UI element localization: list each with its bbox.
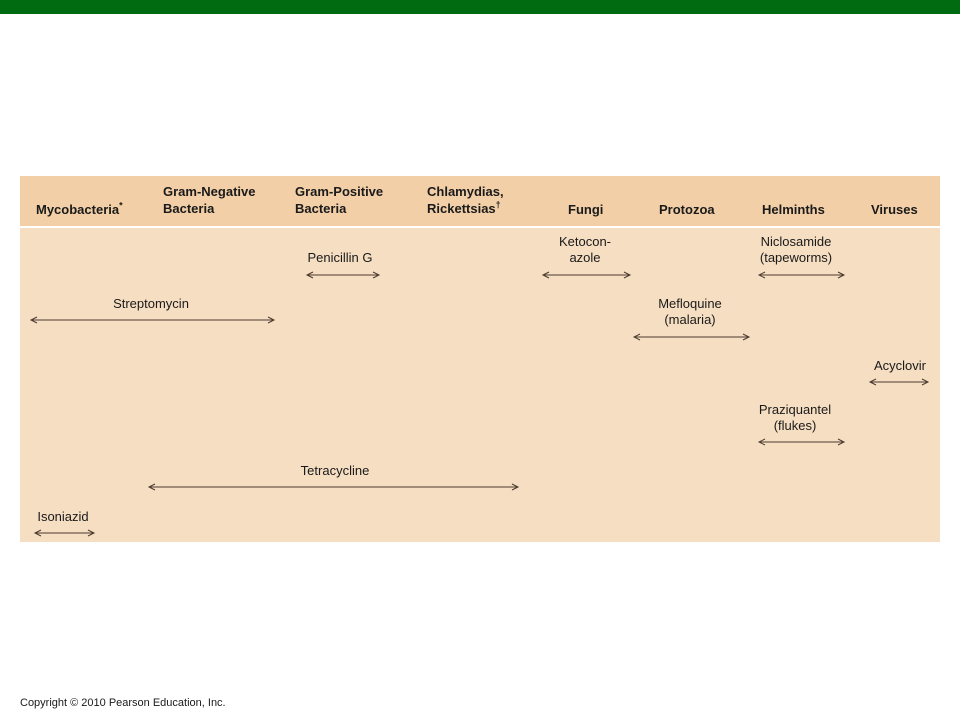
drug-niclosamide <box>754 234 838 266</box>
copyright-notice: Copyright © 2010 Pearson Education, Inc. <box>20 697 226 709</box>
drug-label-streptomycin: Streptomycin <box>113 296 189 311</box>
drug-label-ketoconazole: Ketocon- azole <box>558 234 612 265</box>
drug-acyclovir <box>868 358 932 374</box>
drug-label-penicillin-g: Penicillin G <box>307 250 373 265</box>
drug-ketoconazole <box>544 234 626 266</box>
drug-tetracycline <box>284 463 386 479</box>
column-header-gram-negative: Gram-Negative Bacteria <box>163 184 256 216</box>
column-header-chlamydias-rickettsias: Chlamydias, Rickettsias† <box>427 184 504 216</box>
drug-label-mefloquine: Mefloquine (malaria) <box>658 296 722 327</box>
drug-isoniazid <box>34 509 92 525</box>
range-arrow-praziquantel <box>758 438 845 446</box>
drug-penicillin-g <box>306 250 374 266</box>
column-header-row <box>20 176 940 226</box>
drug-label-isoniazid: Isoniazid <box>37 509 89 524</box>
range-arrow-streptomycin <box>30 316 275 324</box>
column-header-gram-positive: Gram-Positive Bacteria <box>295 184 384 216</box>
range-arrow-mefloquine <box>633 333 750 341</box>
range-arrow-acyclovir <box>869 378 929 386</box>
range-arrow-penicillin-g <box>306 271 380 279</box>
column-header-protozoa: Protozoa <box>659 202 715 217</box>
range-arrow-niclosamide <box>758 271 845 279</box>
column-header-mycobacteria: Mycobacteria* <box>36 200 123 217</box>
range-arrow-ketoconazole <box>542 271 631 279</box>
drug-praziquantel <box>753 402 837 434</box>
drug-label-acyclovir: Acyclovir <box>873 358 926 373</box>
column-header-helminths: Helminths <box>762 202 825 217</box>
drug-mefloquine <box>646 296 734 328</box>
drug-streptomycin <box>100 296 202 312</box>
range-arrow-isoniazid <box>34 529 95 537</box>
antimicrobial-spectrum-panel <box>20 176 940 542</box>
range-arrow-tetracycline <box>148 483 519 491</box>
header-divider <box>20 226 940 228</box>
column-header-viruses: Viruses <box>871 202 918 217</box>
column-header-fungi: Fungi <box>568 202 604 217</box>
drug-label-tetracycline: Tetracycline <box>300 463 370 478</box>
drug-label-niclosamide: Niclosamide (tapeworms) <box>759 234 833 265</box>
drug-label-praziquantel: Praziquantel (flukes) <box>758 402 832 433</box>
top-accent-bar <box>0 0 960 14</box>
